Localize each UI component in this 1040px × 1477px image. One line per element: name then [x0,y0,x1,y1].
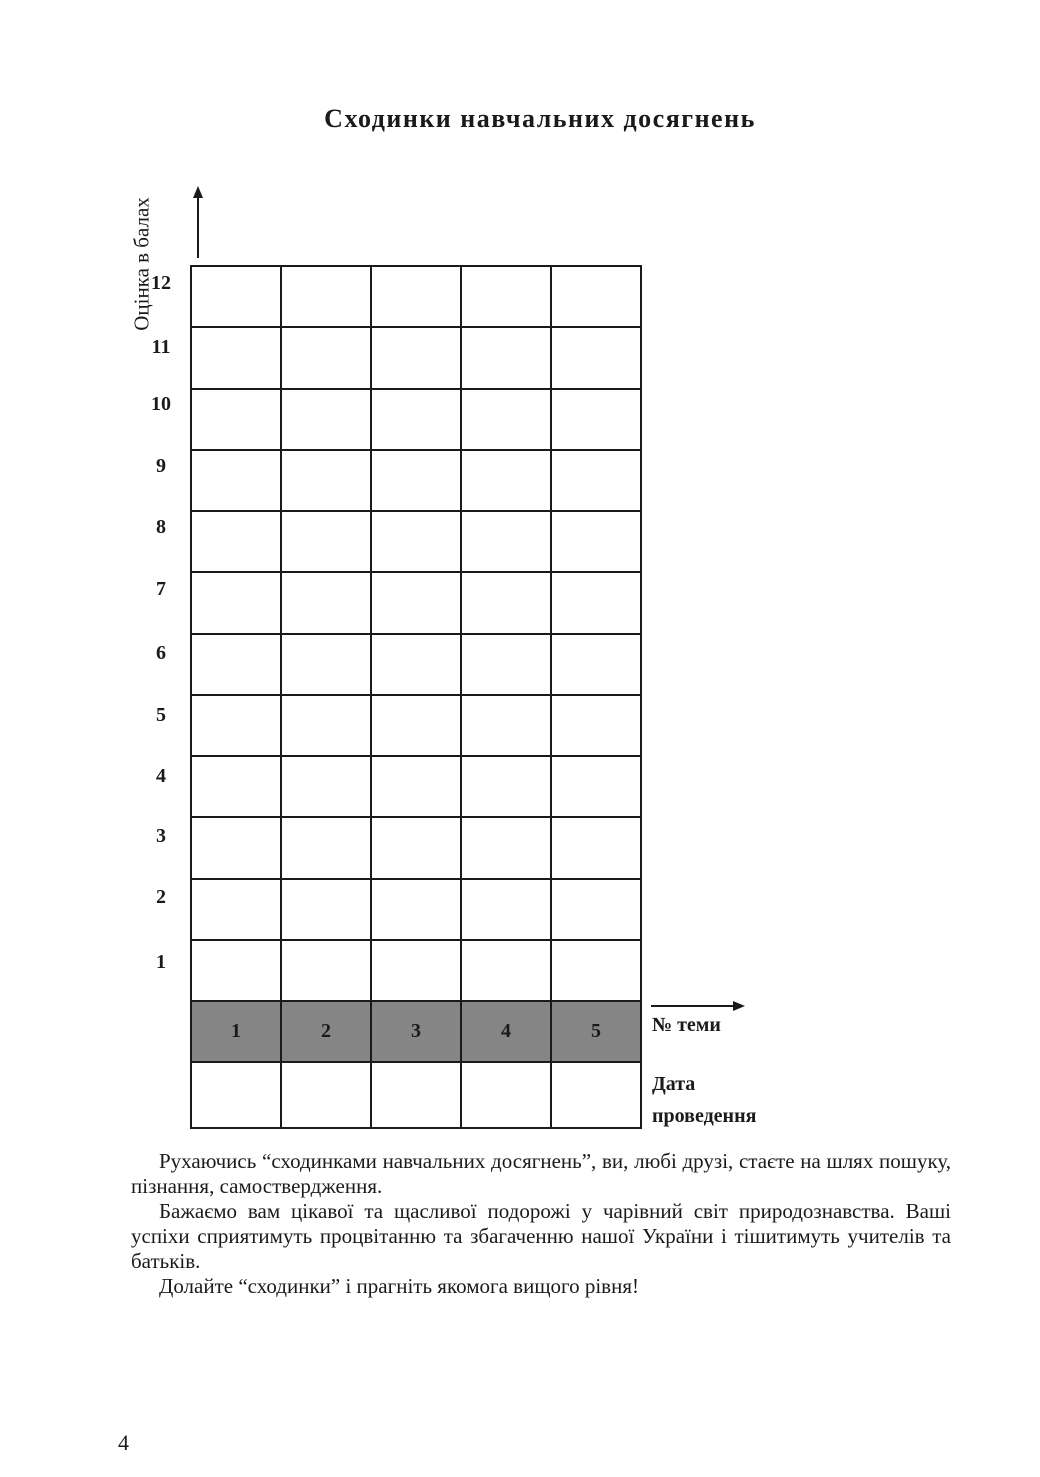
date-cell[interactable] [371,1062,461,1128]
grid-cell[interactable] [191,940,281,1001]
score-row-2 [191,879,641,940]
score-row-9 [191,450,641,511]
grid-cell[interactable] [371,817,461,878]
date-label [652,1068,756,1132]
grid-cell[interactable] [371,511,461,572]
grid-cell[interactable] [191,879,281,940]
score-label-6: 6 [156,642,166,664]
score-row-7 [191,572,641,633]
y-axis-label: Оцінка в балах [129,197,154,331]
score-row-11 [191,327,641,388]
grid-cell[interactable] [371,327,461,388]
date-cell[interactable] [281,1062,371,1128]
grid-cell[interactable] [371,756,461,817]
grid-cell[interactable] [551,450,641,511]
grid-cell[interactable] [281,634,371,695]
grid-cell[interactable] [191,634,281,695]
grid-cell[interactable] [281,572,371,633]
grid-cell[interactable] [461,940,551,1001]
grid-cell[interactable] [191,450,281,511]
date-label-line-1: Дата [652,1073,696,1095]
score-label-11: 11 [151,336,171,358]
score-label-7: 7 [156,578,166,600]
grid-cell[interactable] [551,940,641,1001]
date-row [191,1062,641,1128]
score-row-1 [191,940,641,1001]
grid-cell[interactable] [461,634,551,695]
grid-cell[interactable] [551,879,641,940]
score-row-4 [191,756,641,817]
grid-cell[interactable] [551,634,641,695]
grid-cell[interactable] [281,879,371,940]
grid-cell[interactable] [551,817,641,878]
grid-cell[interactable] [281,389,371,450]
grid-cell[interactable] [551,572,641,633]
x-axis-arrow-icon [651,998,745,1014]
score-label-12: 12 [151,272,171,294]
grid-cell[interactable] [371,266,461,327]
grid-cell[interactable] [371,572,461,633]
grid-cell[interactable] [191,511,281,572]
paragraph: Рухаючись “сходинками навчальних досягнень”, ви, любі друзі, стаєте на шлях пошуку, пізнання, самоствердження. [131,1149,951,1198]
score-label-5: 5 [156,704,166,726]
topic-number-row [191,1001,641,1062]
score-row-10 [191,389,641,450]
grid-cell[interactable] [371,389,461,450]
score-label-8: 8 [156,516,166,538]
grid-cell[interactable] [191,817,281,878]
grid-cell[interactable] [461,572,551,633]
grid-cell[interactable] [461,266,551,327]
grid-cell[interactable] [281,695,371,756]
date-label-line-2: проведення [652,1105,757,1127]
grid-cell[interactable] [461,389,551,450]
grid-cell[interactable] [191,756,281,817]
grid-cell[interactable] [191,327,281,388]
grid-cell[interactable] [191,389,281,450]
score-label-2: 2 [156,886,166,908]
x-axis-label: № теми [652,1014,721,1036]
achievement-grid [190,265,642,1129]
topic-number-5: 5 [551,1001,641,1062]
grid-cell[interactable] [281,940,371,1001]
grid-cell[interactable] [191,266,281,327]
grid-cell[interactable] [191,572,281,633]
page-number: 4 [118,1430,129,1455]
score-label-1: 1 [156,951,166,973]
date-cell[interactable] [191,1062,281,1128]
paragraph: Бажаємо вам цікавої та щасливої подорожі у чарівний світ природознавства. Ваші успіхи сприятимуть процвітанню та збагаченню нашої України і тішитимуть учителів та батьків. [131,1199,951,1273]
score-label-3: 3 [156,825,166,847]
score-label-10: 10 [151,393,171,415]
score-row-3 [191,817,641,878]
grid-cell[interactable] [281,817,371,878]
grid-cell[interactable] [461,879,551,940]
grid-cell[interactable] [551,389,641,450]
grid-cell[interactable] [461,511,551,572]
grid-cell[interactable] [371,450,461,511]
score-row-6 [191,634,641,695]
score-label-4: 4 [156,765,166,787]
grid-cell[interactable] [461,756,551,817]
grid-cell[interactable] [281,450,371,511]
date-cell[interactable] [461,1062,551,1128]
topic-number-4: 4 [461,1001,551,1062]
grid-cell[interactable] [371,879,461,940]
topic-number-1: 1 [191,1001,281,1062]
topic-number-2: 2 [281,1001,371,1062]
grid-cell[interactable] [551,756,641,817]
grid-cell[interactable] [281,266,371,327]
score-row-12 [191,266,641,327]
grid-cell[interactable] [461,450,551,511]
grid-cell[interactable] [191,695,281,756]
score-label-9: 9 [156,455,166,477]
grid-cell[interactable] [461,327,551,388]
y-axis-arrow-icon [190,186,206,260]
intro-text [131,1149,951,1299]
score-row-5 [191,695,641,756]
grid-cell[interactable] [281,511,371,572]
grid-cell[interactable] [281,756,371,817]
topic-number-3: 3 [371,1001,461,1062]
grid-cell[interactable] [281,327,371,388]
date-cell[interactable] [551,1062,641,1128]
grid-cell[interactable] [551,511,641,572]
grid-cell[interactable] [461,695,551,756]
grid-cell[interactable] [551,266,641,327]
grid-cell[interactable] [371,940,461,1001]
grid-cell[interactable] [551,695,641,756]
paragraph: Долайте “сходинки” і прагніть якомога вищого рівня! [159,1274,639,1298]
grid-cell[interactable] [461,817,551,878]
page-title: Сходинки навчальних досягнень [324,104,756,133]
grid-cell[interactable] [371,695,461,756]
grid-cell[interactable] [551,327,641,388]
grid-cell[interactable] [371,634,461,695]
score-row-8 [191,511,641,572]
